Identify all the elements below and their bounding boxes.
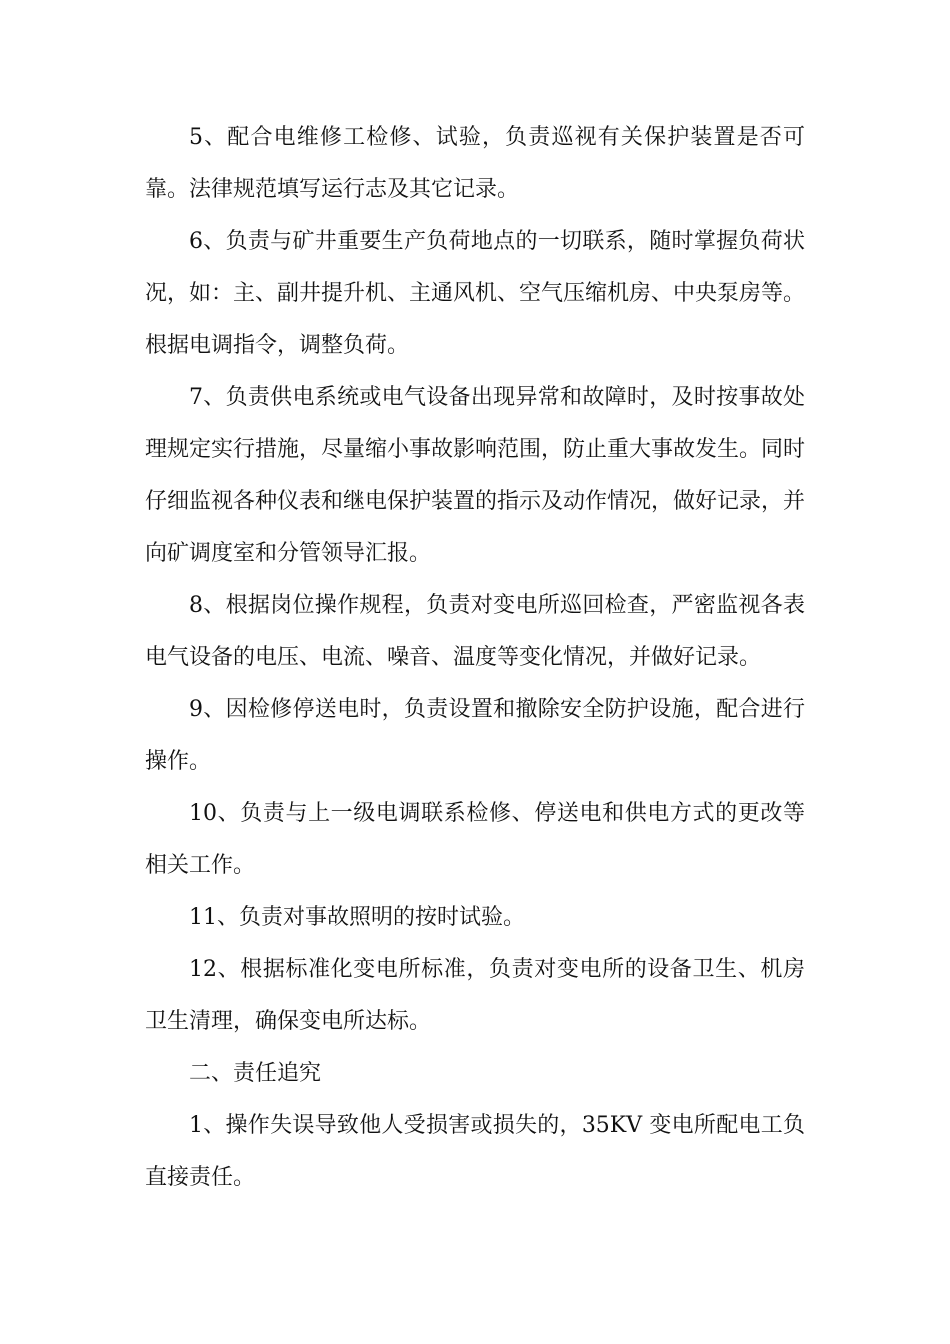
paragraph-duty-9: 9、因检修停送电时，负责设置和撤除安全防护设施，配合进行操作。 bbox=[145, 697, 805, 774]
paragraph-duty-12: 12、根据标准化变电所标准，负责对变电所的设备卫生、机房卫生清理，确保变电所达标。 bbox=[145, 957, 805, 1034]
paragraph-duty-7: 7、负责供电系统或电气设备出现异常和故障时，及时按事故处理规定实行措施，尽量缩小事故影响范围，防止重大事故发生。同时仔细监视各种仪表和继电保护装置的指示及动作情况，做好记录，并向矿调度室和分管领导汇报。 bbox=[145, 385, 806, 566]
paragraph-duty-11: 11、负责对事故照明的按时试验。 bbox=[189, 905, 525, 930]
paragraph-duty-5: 5、配合电维修工检修、试验，负责巡视有关保护装置是否可靠。法律规范填写运行志及其它记录。 bbox=[145, 125, 805, 202]
document-body bbox=[145, 112, 805, 1204]
paragraph-responsibility-1: 1、操作失误导致他人受损害或损失的，35KV 变电所配电工负直接责任。 bbox=[145, 1113, 805, 1190]
paragraph-duty-8: 8、根据岗位操作规程，负责对变电所巡回检查，严密监视各表电气设备的电压、电流、噪音、温度等变化情况，并做好记录。 bbox=[145, 593, 805, 670]
paragraph-duty-10: 10、负责与上一级电调联系检修、停送电和供电方式的更改等相关工作。 bbox=[145, 801, 805, 878]
paragraph-duty-6: 6、负责与矿井重要生产负荷地点的一切联系，随时掌握负荷状况，如：主、副井提升机、主通风机、空气压缩机房、中央泵房等。根据电调指令，调整负荷。 bbox=[145, 229, 806, 358]
section-heading-responsibility: 二、责任追究 bbox=[189, 1061, 322, 1086]
